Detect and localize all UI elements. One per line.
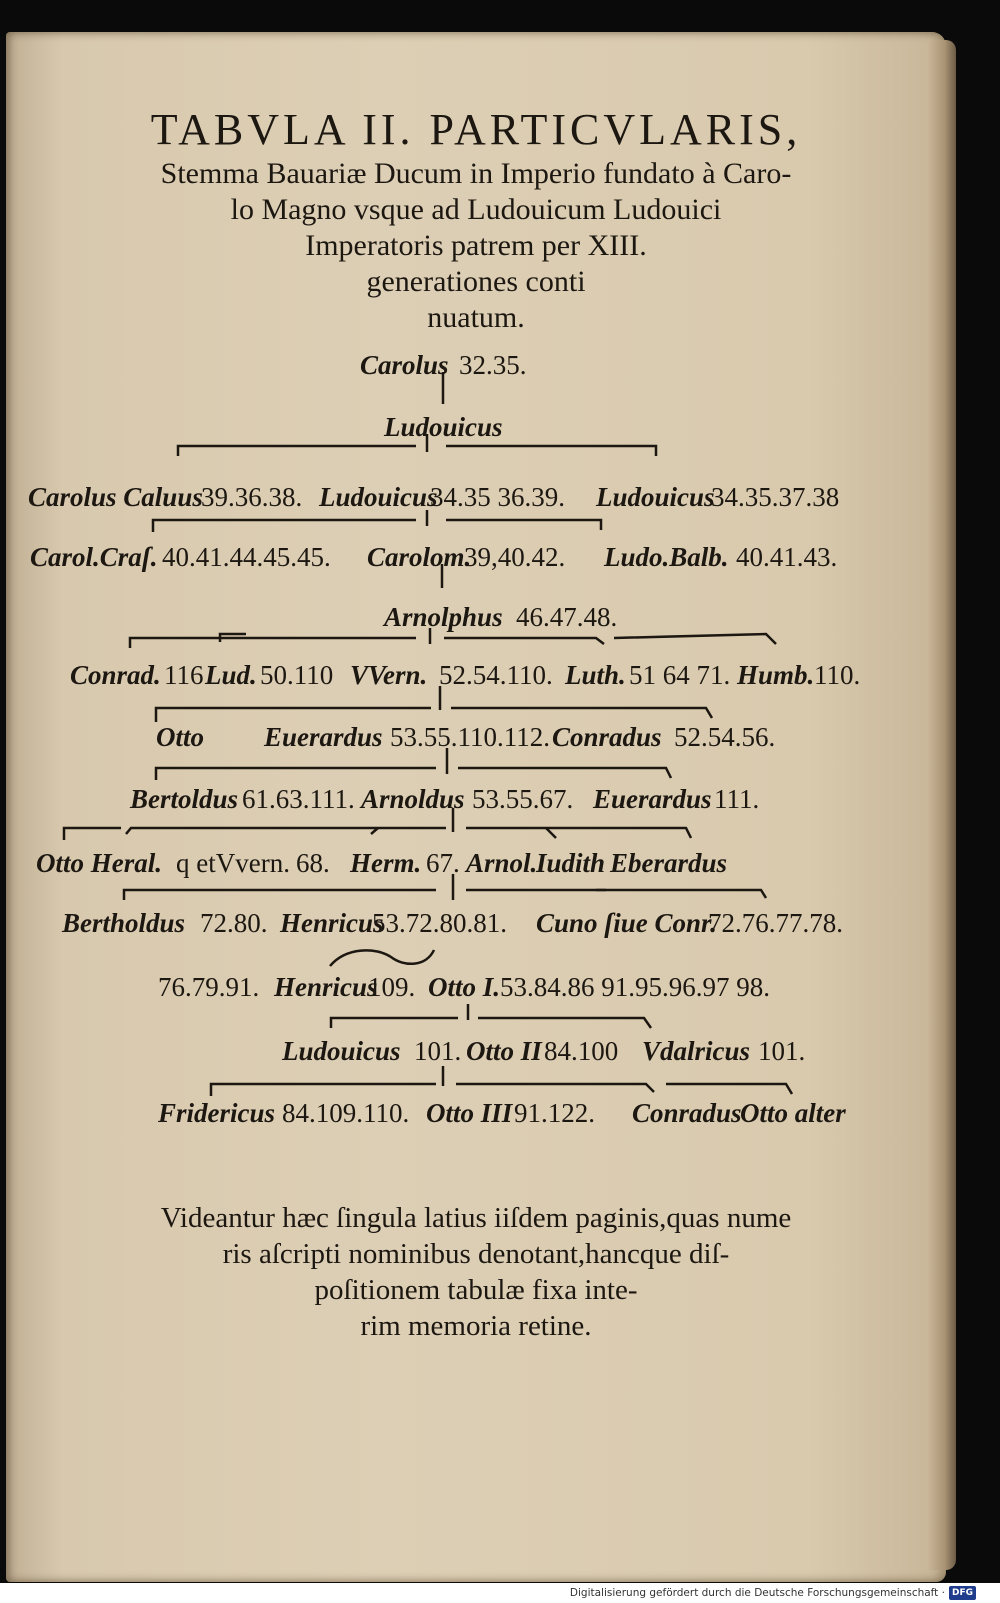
- tree-name: Bertholdus: [62, 908, 186, 938]
- tree-refs: 46.47.48.: [516, 602, 618, 632]
- dfg-logo-icon: DFG: [949, 1586, 976, 1600]
- tree-refs: 40.41.43.: [736, 542, 838, 572]
- tree-refs: 111.: [714, 784, 760, 814]
- tree-name: Vdalricus: [642, 1036, 751, 1066]
- tree-refs: 67.: [426, 848, 460, 878]
- title-line-2: Stemma Bauariæ Ducum in Imperio fundato à Caro-: [160, 157, 792, 190]
- tree-refs: 76.79.91.: [158, 972, 260, 1002]
- tree-name: Fridericus: [158, 1098, 276, 1128]
- tree-refs: 72.76.77.78.: [708, 908, 843, 938]
- page-title: TABVLA II. PARTICVLARIS,: [150, 105, 802, 154]
- title-line-3: lo Magno vsque ad Ludouicum Ludouici: [230, 193, 722, 226]
- tree-name: Ludouicus: [596, 482, 715, 512]
- tree-name: Arnolphus: [384, 602, 503, 632]
- tree-name: Conradus: [632, 1098, 742, 1128]
- tree-refs: 34.35 36.39.: [430, 482, 565, 512]
- tree-name: Arnol.: [466, 848, 538, 878]
- tree-refs: 61.63.111.: [242, 784, 355, 814]
- tree-refs: 68.: [296, 848, 330, 878]
- closing-note: [6, 1200, 946, 1344]
- tree-refs: 101.: [758, 1036, 806, 1066]
- tree-name: Otto II: [466, 1036, 542, 1066]
- tree-refs: 91.122.: [514, 1098, 595, 1128]
- note-line-1: Videantur hæc ſingula latius iiſdem paginis,quas nume: [160, 1202, 792, 1234]
- tree-name: q etVvern.: [176, 848, 290, 878]
- tree-refs: 53.72.80.81.: [372, 908, 507, 938]
- tree-name: Carolom.: [367, 542, 472, 572]
- digitization-footer: [0, 1583, 1000, 1603]
- tree-name: Otto: [156, 722, 205, 752]
- tree-name: Cuno ſiue Conr.: [536, 908, 717, 938]
- tree-name: Ludouicus: [282, 1036, 401, 1066]
- title-line-5: generationes conti: [366, 265, 586, 298]
- tree-refs: 53.55.67.: [472, 784, 574, 814]
- tree-refs: 40.41.44.45.45.: [162, 542, 331, 572]
- tree-name: Ludouicus: [319, 482, 438, 512]
- tree-refs: 72.80.: [200, 908, 268, 938]
- title-line-4: Imperatoris patrem per XIII.: [305, 229, 647, 262]
- tree-name: Ludouicus: [384, 412, 503, 442]
- tree-refs: 52.54.110.: [439, 660, 553, 690]
- tree-name: Humb.: [737, 660, 815, 690]
- tree-name: Herm.: [350, 848, 422, 878]
- tree-name: Euerardus: [264, 722, 383, 752]
- tree-name: Henricus: [274, 972, 378, 1002]
- tree-refs: 109.: [368, 972, 416, 1002]
- tree-name: Carolus: [360, 350, 449, 380]
- book-page: [6, 32, 946, 1582]
- tree-name: Carolus Caluus: [28, 482, 203, 512]
- tree-refs: 32.35.: [459, 350, 527, 380]
- tree-name: Conradus: [552, 722, 662, 752]
- tree-refs: 51 64 71.: [629, 660, 731, 690]
- tree-refs: 110.: [814, 660, 861, 690]
- tree-name: Conrad.: [70, 660, 161, 690]
- tree-name: Lud.: [205, 660, 257, 690]
- tree-refs: 34.35.37.38: [711, 482, 840, 512]
- book-page-edge: [928, 40, 956, 1570]
- tree-refs: 52.54.56.: [674, 722, 776, 752]
- funding-credit: Digitalisierung gefördert durch die Deutsche Forschungsgemeinschaft ·: [569, 1587, 945, 1599]
- note-line-3: poſitionem tabulæ fixa inte-: [314, 1274, 638, 1306]
- tree-refs: 39.36.38.: [201, 482, 303, 512]
- tree-refs: 101.: [414, 1036, 462, 1066]
- tree-refs: 53.55.110.112.: [390, 722, 550, 752]
- tree-refs: 39,40.42.: [464, 542, 566, 572]
- note-line-2: ris aſcripti nominibus denotant,hancque diſ-: [222, 1238, 730, 1270]
- tree-name: Iudith: [536, 848, 606, 878]
- tree-name: Arnoldus: [361, 784, 465, 814]
- note-line-4: rim memoria retine.: [360, 1310, 592, 1342]
- tree-name: Ludo.Balb.: [604, 542, 729, 572]
- tree-name: Otto Heral.: [36, 848, 162, 878]
- tree-name: Carol.Craſ.: [30, 542, 158, 572]
- title-line-6: nuatum.: [427, 301, 525, 334]
- tree-name: Eberardus: [610, 848, 728, 878]
- tree-refs: 84.100: [544, 1036, 619, 1066]
- tree-refs: 53.84.86 91.95.96.97 98.: [500, 972, 770, 1002]
- tree-name: Otto III: [426, 1098, 513, 1128]
- tree-refs: 84.109.110.: [282, 1098, 410, 1128]
- tree-name: Otto alter: [740, 1098, 846, 1128]
- family-tree: [6, 32, 946, 1582]
- tree-name: Luth.: [565, 660, 626, 690]
- tree-name: Henricus: [280, 908, 384, 938]
- tree-refs: 50.110: [260, 660, 334, 690]
- tree-name: Otto I.: [428, 972, 501, 1002]
- tree-name: Bertoldus: [130, 784, 239, 814]
- tree-name: Euerardus: [593, 784, 712, 814]
- tree-refs: 116: [164, 660, 204, 690]
- tree-name: VVern.: [350, 660, 428, 690]
